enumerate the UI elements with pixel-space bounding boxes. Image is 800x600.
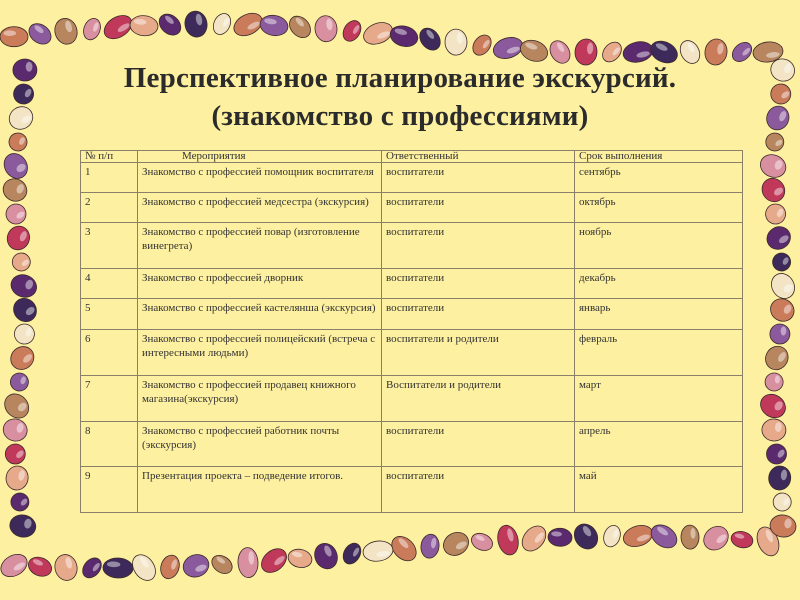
gem-bead-icon: [25, 19, 55, 48]
table-row: [81, 376, 743, 422]
gem-bead-icon: [258, 13, 289, 38]
row-number: 1: [81, 163, 138, 193]
gem-bead-icon: [0, 550, 31, 581]
row-activity: Знакомство с профессией полицейский (встреча с интересными людьми): [138, 330, 382, 376]
table-row: [81, 422, 743, 467]
row-responsible: воспитатели: [382, 223, 575, 269]
row-number: 9: [81, 467, 138, 513]
gem-bead-icon: [762, 129, 787, 154]
gem-bead-icon: [79, 554, 105, 581]
gem-bead-icon: [757, 151, 790, 182]
gem-bead-icon: [8, 371, 30, 393]
row-number: 2: [81, 193, 138, 223]
gem-bead-icon: [387, 532, 421, 566]
gem-bead-icon: [8, 513, 38, 540]
row-responsible: воспитатели: [382, 467, 575, 513]
row-activity: Знакомство с профессией работник почты (экскурсия): [138, 422, 382, 467]
row-deadline: апрель: [575, 422, 743, 467]
table-row: [81, 299, 743, 330]
gem-bead-icon: [681, 525, 700, 550]
gem-bead-icon: [517, 37, 550, 65]
gem-bead-icon: [339, 17, 364, 44]
gem-bead-icon: [0, 389, 34, 423]
row-deadline: февраль: [575, 330, 743, 376]
gem-bead-icon: [758, 174, 790, 206]
gem-bead-icon: [469, 31, 495, 58]
slide-title: Перспективное планирование экскурсий.: [123, 62, 677, 94]
slide-subtitle: (знакомство с профессиями): [211, 100, 589, 132]
table-row: [81, 163, 743, 193]
row-activity: Знакомство с профессией продавец книжного магазина(экскурсия): [138, 376, 382, 422]
gem-bead-icon: [766, 294, 798, 325]
row-responsible: воспитатели: [382, 422, 575, 467]
table-row: [81, 223, 743, 269]
row-responsible: воспитатели: [382, 299, 575, 330]
gem-bead-icon: [1, 440, 29, 468]
gem-bead-icon: [765, 373, 784, 392]
row-activity: Знакомство с профессией кастелянша (экскурсия): [138, 299, 382, 330]
gem-bead-icon: [767, 465, 792, 492]
gem-bead-icon: [12, 321, 37, 346]
gem-bead-icon: [311, 540, 342, 573]
gem-bead-icon: [9, 249, 34, 274]
row-responsible: воспитатели: [382, 193, 575, 223]
row-activity: Знакомство с профессией дворник: [138, 269, 382, 299]
gem-bead-icon: [237, 547, 259, 578]
gem-bead-icon: [4, 223, 34, 254]
gem-bead-icon: [8, 271, 40, 301]
gem-bead-icon: [699, 521, 733, 554]
row-number: 7: [81, 376, 138, 422]
row-number: 8: [81, 422, 138, 467]
gem-bead-icon: [761, 342, 792, 374]
gem-bead-icon: [763, 440, 791, 468]
row-deadline: сентябрь: [575, 163, 743, 193]
row-responsible: воспитатели: [382, 269, 575, 299]
table-header-row: [81, 151, 743, 163]
gem-bead-icon: [155, 10, 185, 39]
table-row: [81, 467, 743, 513]
header-activities: Мероприятия: [138, 151, 382, 163]
row-responsible: воспитатели: [382, 163, 575, 193]
gem-bead-icon: [756, 390, 790, 423]
row-activity: Знакомство с профессией повар (изготовление винегрета): [138, 223, 382, 269]
table-row: [81, 193, 743, 223]
row-deadline: ноябрь: [575, 223, 743, 269]
gem-bead-icon: [285, 12, 315, 42]
gem-bead-icon: [2, 200, 30, 228]
gem-bead-icon: [495, 523, 521, 557]
row-activity: Презентация проекта – подведение итогов.: [138, 467, 382, 513]
row-responsible: Воспитатели и родители: [382, 376, 575, 422]
gem-bead-icon: [362, 539, 394, 563]
gem-bead-icon: [158, 553, 183, 581]
gem-bead-icon: [208, 552, 235, 578]
gem-bead-icon: [0, 27, 28, 47]
gem-bead-icon: [769, 250, 793, 274]
table-row: [81, 330, 743, 376]
row-deadline: декабрь: [575, 269, 743, 299]
row-deadline: май: [575, 467, 743, 513]
gem-bead-icon: [340, 540, 365, 567]
gem-bead-icon: [180, 551, 212, 580]
gem-bead-icon: [647, 520, 681, 552]
header-responsible: Ответственный: [382, 151, 575, 163]
gem-bead-icon: [388, 23, 420, 50]
gem-bead-icon: [548, 528, 573, 547]
gem-bead-icon: [1, 416, 30, 443]
gem-bead-icon: [0, 149, 32, 183]
gem-bead-icon: [439, 528, 472, 560]
gem-bead-icon: [621, 522, 656, 550]
row-number: 3: [81, 223, 138, 269]
gem-bead-icon: [419, 533, 440, 559]
row-activity: Знакомство с профессией медсестра (экскурсия): [138, 193, 382, 223]
gem-bead-icon: [25, 554, 54, 580]
row-responsible: воспитатели и родители: [382, 330, 575, 376]
table-row: [81, 269, 743, 299]
gem-bead-icon: [0, 175, 31, 205]
row-deadline: октябрь: [575, 193, 743, 223]
gem-bead-icon: [314, 15, 339, 43]
row-activity: Знакомство с профессией помощник воспитателя: [138, 163, 382, 193]
gem-bead-icon: [52, 16, 80, 47]
row-deadline: январь: [575, 299, 743, 330]
gem-bead-icon: [770, 489, 795, 514]
gem-bead-icon: [729, 529, 754, 550]
gem-bead-icon: [81, 16, 104, 42]
gem-bead-icon: [210, 11, 234, 38]
gem-bead-icon: [416, 24, 445, 54]
gem-bead-icon: [128, 550, 160, 584]
gem-bead-icon: [7, 489, 32, 514]
excursion-plan-table: [80, 150, 743, 513]
gem-bead-icon: [4, 464, 31, 492]
gem-bead-icon: [6, 342, 39, 374]
gem-bead-icon: [9, 294, 41, 327]
gem-bead-icon: [469, 530, 496, 554]
gem-bead-icon: [103, 557, 134, 578]
gem-bead-icon: [257, 544, 291, 577]
row-deadline: март: [575, 376, 743, 422]
gem-bead-icon: [6, 130, 30, 154]
gem-bead-icon: [767, 269, 799, 303]
gem-bead-icon: [517, 521, 550, 555]
gem-bead-icon: [129, 15, 159, 37]
gem-bead-icon: [183, 9, 210, 39]
gem-bead-icon: [763, 222, 795, 254]
row-number: 6: [81, 330, 138, 376]
gem-bead-icon: [52, 552, 80, 583]
gem-bead-icon: [601, 523, 623, 549]
gem-bead-icon: [570, 520, 603, 554]
header-deadline: Срок выполнения: [575, 151, 743, 163]
gem-bead-icon: [770, 324, 790, 344]
header-number: № п/п: [81, 151, 138, 163]
row-number: 5: [81, 299, 138, 330]
gem-bead-icon: [286, 547, 313, 570]
gem-bead-icon: [762, 201, 789, 228]
gem-bead-icon: [445, 29, 467, 55]
gem-bead-icon: [761, 418, 787, 442]
row-number: 4: [81, 269, 138, 299]
